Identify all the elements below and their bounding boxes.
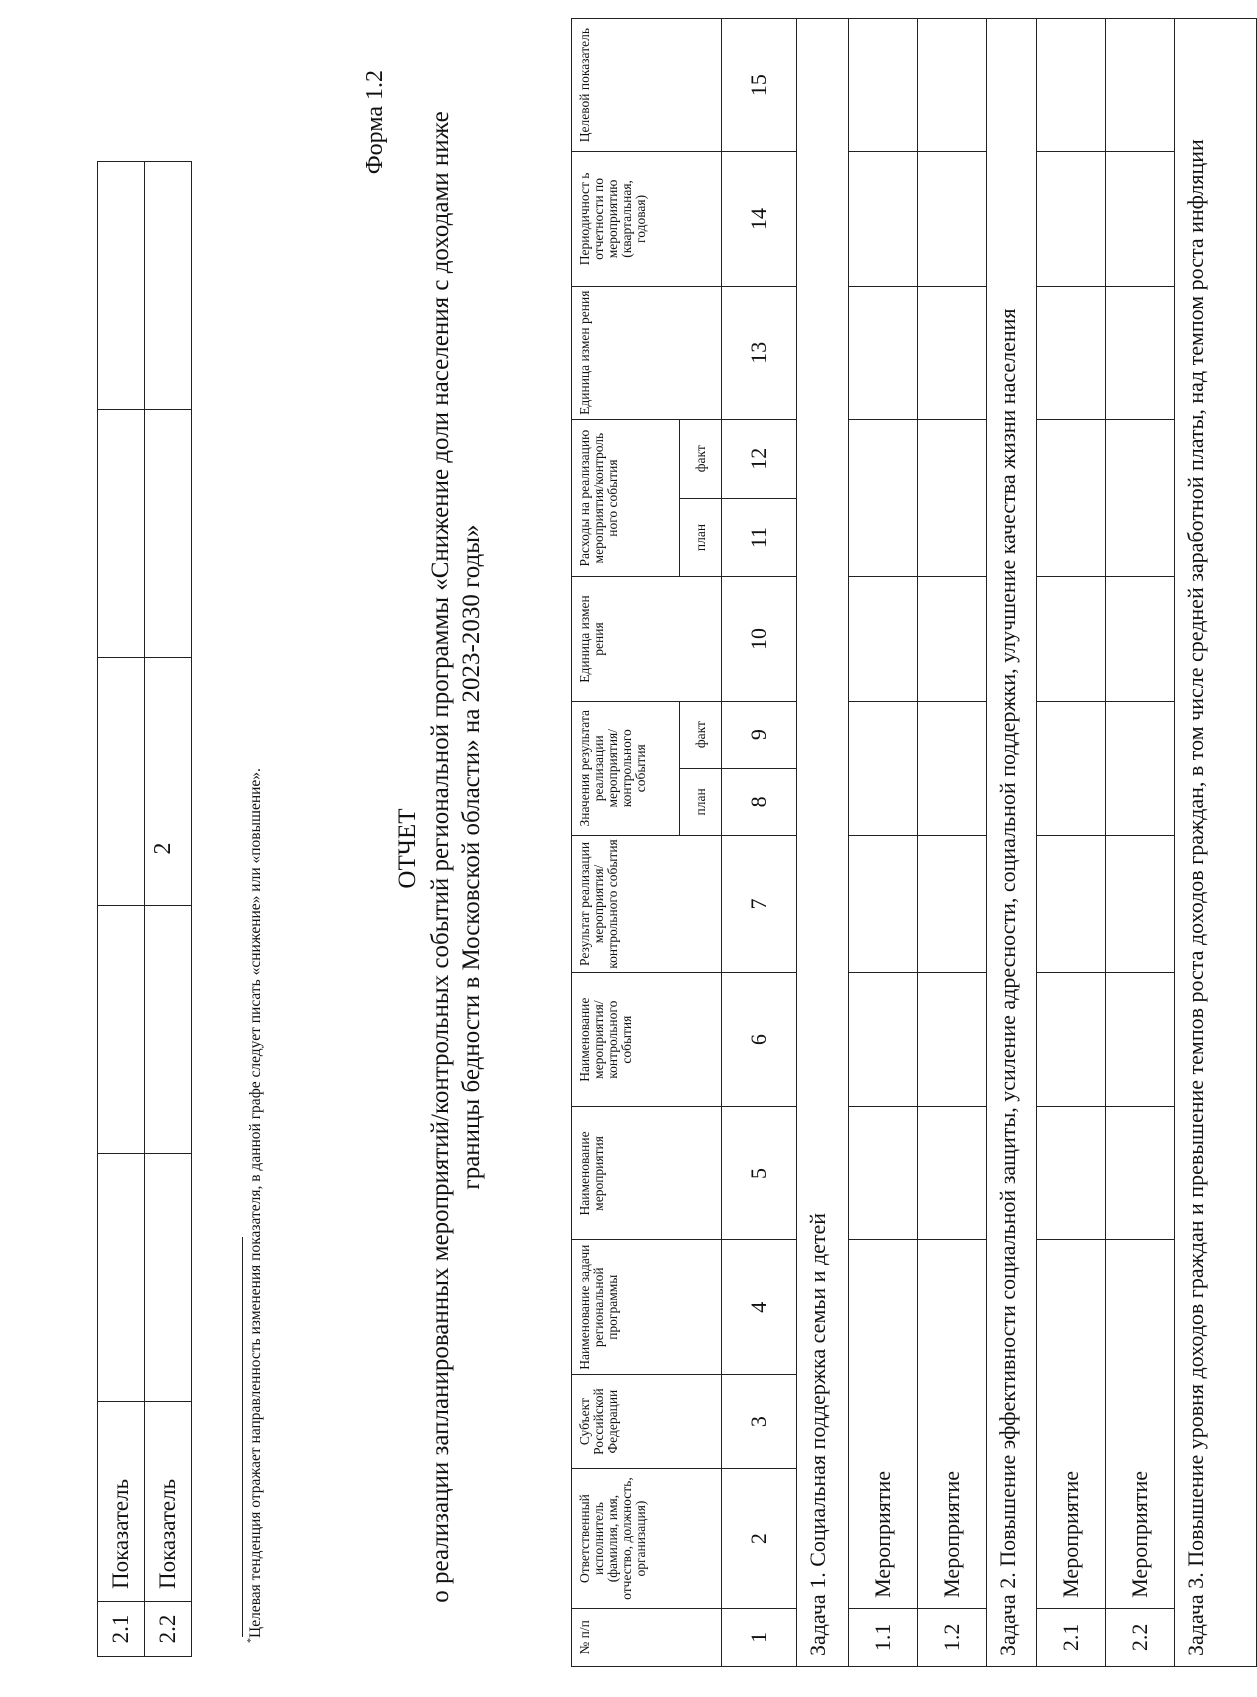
empty-cell [1106,577,1175,701]
empty-cell [1037,835,1106,972]
empty-cell [849,577,918,701]
column-number: 5 [722,1107,797,1240]
column-number: 12 [722,419,797,498]
column-number: 10 [722,577,797,701]
header-unit: Единица измен рения [572,577,722,701]
column-number: 14 [722,152,797,286]
indicator-table [97,161,192,1657]
header-responsible: Ответственный исполнитель (фамилия, имя, отчество, должность, организация) [572,1469,722,1609]
row-number: 2.1 [98,1602,145,1657]
table-row [1037,19,1106,1667]
empty-cell [145,410,192,658]
empty-cell [918,152,987,286]
report-title: ОТЧЕТ [394,808,421,889]
empty-cell [918,1107,987,1240]
empty-cell [1037,286,1106,419]
row-label: Показатель [98,1402,145,1602]
column-number: 1 [722,1608,797,1666]
empty-cell [918,972,987,1106]
empty-cell [849,152,918,286]
empty-cell [1037,152,1106,286]
empty-cell [918,835,987,972]
empty-cell [849,835,918,972]
task-row [1175,19,1257,1667]
column-number-row [722,19,797,1667]
table-row [1106,19,1175,1667]
report-subtitle: о реализации запланированных мероприятий/контрольных событий региональной программы «Снижение доли населения с доходами ниже границы бедности в Московской области» на 2023-2030 годы» [427,111,485,1603]
task-row [797,19,849,1667]
empty-cell [1037,701,1106,835]
table-row [98,162,145,1657]
empty-cell [145,658,192,906]
empty-cell [145,162,192,410]
header-number: № п/п [572,1608,722,1666]
header-expenses: Расходы на реализацию мероприятия/контроль ного события [572,419,680,577]
header-result-values: Значения результата реализации мероприятия/ контрольного события [572,701,680,835]
row-text: Мероприятие [1037,1240,1106,1608]
task-title: Задача 2. Повышение эффективности социальной защиты, усиление адресности, социальной поддержки, улучшение качества жизни населения [987,19,1037,1667]
task-title: Задача 1. Социальная поддержка семьи и детей [797,19,849,1667]
footnote-divider [242,1237,243,1637]
header-row [572,19,680,1667]
empty-cell [98,906,145,1154]
empty-cell [98,410,145,658]
header-task-name: Наименование задачи региональной программы [572,1240,722,1374]
header-event-control-name: Наименование мероприятия/ контрольного события [572,972,722,1106]
empty-cell [1037,419,1106,577]
page-number: 2 [150,842,176,855]
column-number: 7 [722,835,797,972]
row-number: 1.2 [918,1608,987,1666]
empty-cell [1037,577,1106,701]
empty-cell [918,701,987,835]
empty-cell [918,577,987,701]
empty-cell [918,419,987,577]
table-row [918,19,987,1667]
column-number: 11 [722,498,797,577]
table-row [849,19,918,1667]
empty-cell [1106,972,1175,1106]
footnote-text: Целевая тенденция отражает направленность изменения показателя, в данной графе следует писать «снижение» или «повышение». [247,768,265,1638]
header-plan: план [680,498,722,577]
empty-cell [1106,419,1175,577]
empty-cell [1106,1107,1175,1240]
empty-cell [849,419,918,577]
header-event-name: Наименование мероприятия [572,1107,722,1240]
table-row [145,162,192,1657]
empty-cell [918,19,987,152]
footnote-mark: * [246,1638,257,1643]
empty-cell [849,1107,918,1240]
empty-cell [1106,152,1175,286]
column-number: 2 [722,1469,797,1609]
empty-cell [1037,1107,1106,1240]
row-text: Мероприятие [849,1240,918,1608]
task-row [987,19,1037,1667]
header-subject: Субъект Российской Федерации [572,1374,722,1468]
row-number: 2.2 [145,1602,192,1657]
empty-cell [918,286,987,419]
row-text: Мероприятие [918,1240,987,1608]
empty-cell [1037,972,1106,1106]
row-number: 1.1 [849,1608,918,1666]
row-number: 2.2 [1106,1608,1175,1666]
empty-cell [98,162,145,410]
empty-cell [1037,19,1106,152]
empty-cell [849,19,918,152]
footnote [246,768,265,1643]
empty-cell [1106,835,1175,972]
empty-cell [1106,286,1175,419]
column-number: 4 [722,1240,797,1374]
row-text: Мероприятие [1106,1240,1175,1608]
empty-cell [849,701,918,835]
column-number: 13 [722,286,797,419]
column-number: 9 [722,701,797,768]
header-plan: план [680,768,722,835]
header-fact: факт [680,701,722,768]
empty-cell [98,1154,145,1402]
empty-cell [145,1154,192,1402]
header-result: Результат реализации мероприятия/ контрольного события [572,835,722,972]
header-fact: факт [680,419,722,498]
empty-cell [145,906,192,1154]
empty-cell [849,972,918,1106]
column-number: 15 [722,19,797,152]
empty-cell [1106,19,1175,152]
task-title: Задача 3. Повышение уровня доходов граждан и превышение темпов роста доходов граждан, в том числе средней заработной платы, над темпом роста инфляции [1175,19,1257,1667]
empty-cell [98,658,145,906]
empty-cell [849,286,918,419]
report-table [571,18,1257,1667]
row-number: 2.1 [1037,1608,1106,1666]
header-periodicity: Периодичност ь отчетности по мероприятию (квартальная, годовая) [572,152,722,286]
column-number: 3 [722,1374,797,1468]
row-label: Показатель [145,1402,192,1602]
column-number: 8 [722,768,797,835]
header-unit: Единица измен рения [572,286,722,419]
column-number: 6 [722,972,797,1106]
empty-cell [1106,701,1175,835]
form-label: Форма 1.2 [362,70,388,175]
header-target: Целевой показатель [572,19,722,152]
